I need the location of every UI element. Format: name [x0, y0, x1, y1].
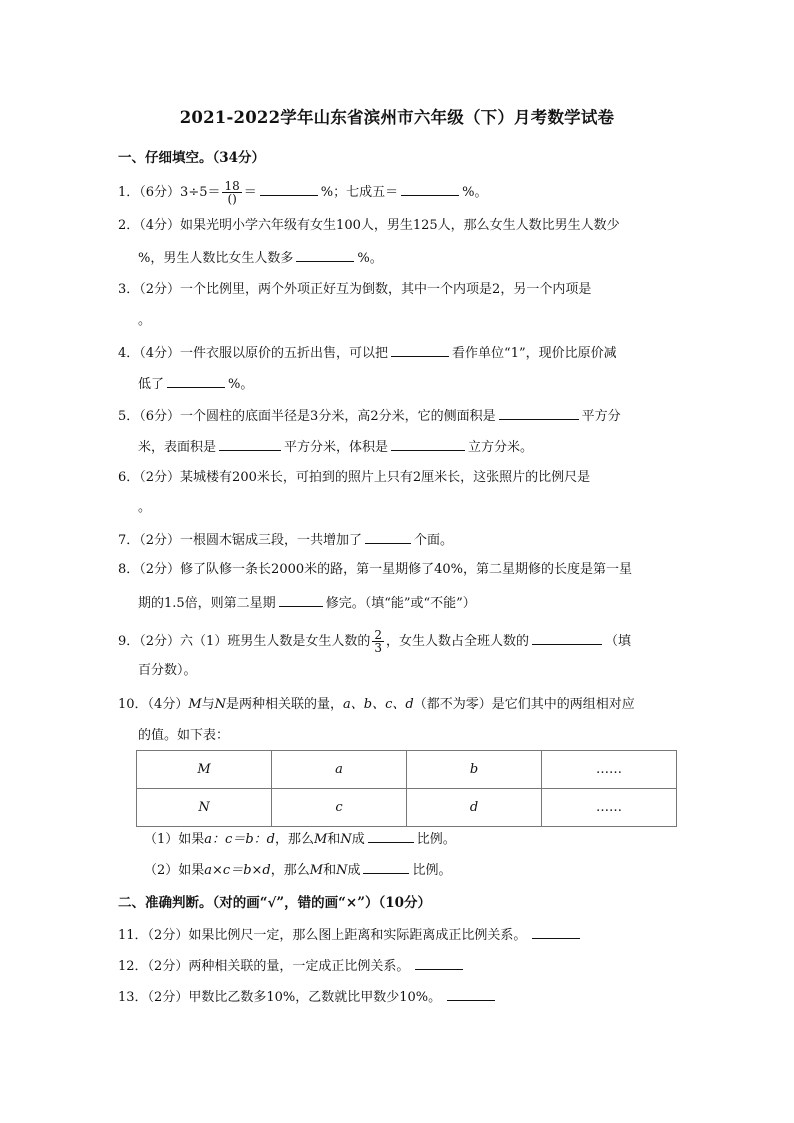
answer-blank[interactable] [219, 437, 281, 451]
table-cell: …… [542, 789, 677, 827]
question-13: 13．（2分）甲数比乙数多10%，乙数就比甲数少10%。 [118, 987, 498, 1007]
answer-blank[interactable] [532, 631, 602, 645]
question-7: 7．（2分）一根圆木锯成三段，一共增加了 个面。 [118, 530, 453, 550]
question-12: 12．（2分）两种相关联的量，一定成正比例关系。 [118, 956, 466, 976]
table-cell: M [137, 751, 272, 789]
answer-blank[interactable] [260, 182, 318, 196]
answer-blank[interactable] [499, 406, 579, 420]
table-cell: …… [542, 751, 677, 789]
value-table [136, 750, 677, 827]
answer-blank[interactable] [391, 437, 465, 451]
answer-blank[interactable] [401, 182, 459, 196]
question-10-part-1: （1）如果a：c＝b：d，那么M和N成 比例。 [144, 829, 456, 849]
question-2-cont: %，男生人数比女生人数多 %。 [138, 248, 383, 268]
fraction: $\frac{2}{3}$ [374, 628, 382, 655]
table-cell: a [272, 751, 407, 789]
answer-blank[interactable] [363, 860, 409, 874]
answer-blank[interactable] [167, 374, 225, 388]
question-9: 9．（2分）六（1）班男生人数是女生人数的 $\frac{2}{3}$ ，女生人数占全班人数的 （填 [118, 628, 631, 655]
question-8-cont: 期的1.5倍，则第二星期 修完。（填“能”或“不能”） [138, 593, 476, 613]
question-3: 3．（2分）一个比例里，两个外项正好互为倒数，其中一个内项是2，另一个内项是 [118, 282, 592, 297]
question-8: 8．（2分）修了队修一条长2000米的路，第一星期修了40%，第二星期修的长度是第一星 [118, 562, 633, 577]
section-heading-judgement: 二、准确判断。（对的画“√”，错的画“×”）（10分） [118, 895, 432, 911]
table-row [137, 789, 677, 827]
table-cell: c [272, 789, 407, 827]
question-10-cont: 的值。如下表： [138, 728, 230, 743]
table-row [137, 751, 677, 789]
question-5-cont: 米，表面积是 平方分米，体积是 立方分米。 [138, 437, 533, 457]
question-5: 5．（6分）一个圆柱的底面半径是3分米，高2分米，它的侧面积是 平方分 [118, 406, 621, 426]
section-heading-fill-in: 一、仔细填空。（34分） [118, 150, 266, 166]
question-6-cont: 。 [138, 500, 152, 515]
table-cell: d [407, 789, 542, 827]
question-11: 11．（2分）如果比例尺一定，那么图上距离和实际距离成正比例关系。 [118, 925, 583, 945]
question-6: 6．（2分）某城楼有200米长，可拍到的照片上只有2厘米长，这张照片的比例尺是 [118, 470, 591, 485]
answer-blank[interactable] [447, 987, 495, 1001]
answer-blank[interactable] [415, 956, 463, 970]
question-3-cont: 。 [138, 313, 152, 328]
page-title: 2021-2022学年山东省滨州市六年级（下）月考数学试卷 [179, 108, 615, 127]
answer-blank[interactable] [279, 593, 323, 607]
question-9-cont: 百分数）。 [138, 663, 197, 678]
fraction: $\frac{18}{()}$ [224, 179, 240, 206]
answer-blank[interactable] [391, 343, 449, 357]
question-4: 4．（4分）一件衣服以原价的五折出售，可以把 看作单位“1”，现价比原价减 [118, 343, 617, 363]
question-1: 1．（6分）3÷5＝ $\frac{18}{()}$ ＝ %；七成五＝ %。 [118, 179, 488, 206]
question-10: 10．（4分）M与N是两种相关联的量，a、b、c、d（都不为零）是它们其中的两组相对应 [118, 697, 635, 712]
answer-blank[interactable] [365, 530, 411, 544]
answer-blank[interactable] [368, 829, 414, 843]
question-2: 2．（4分）如果光明小学六年级有女生100人，男生125人，那么女生人数比男生人数少 [118, 218, 620, 233]
table-cell: b [407, 751, 542, 789]
question-4-cont: 低了 %。 [138, 374, 253, 394]
answer-blank[interactable] [532, 925, 580, 939]
answer-blank[interactable] [296, 248, 354, 262]
question-10-part-2: （2）如果a×c＝b×d，那么M和N成 比例。 [144, 860, 452, 880]
table-cell: N [137, 789, 272, 827]
